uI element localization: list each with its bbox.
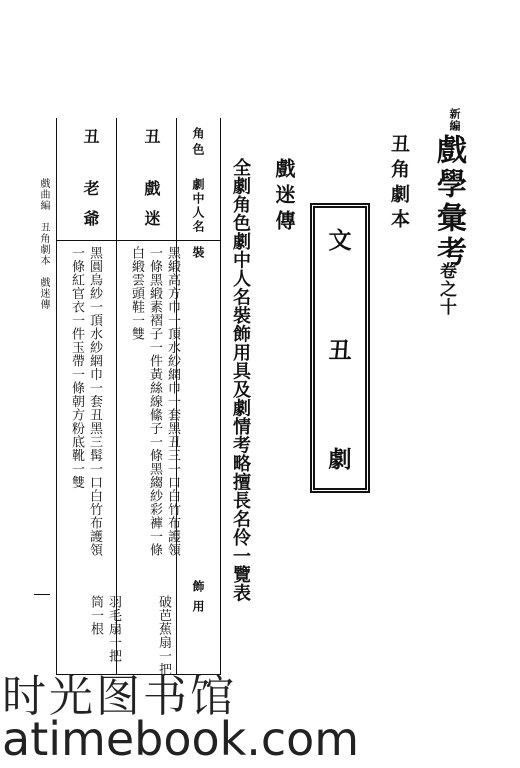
row-character-name: 戲迷 xyxy=(142,180,161,240)
header-props: 飾用 xyxy=(191,580,205,620)
title-char: 丑 xyxy=(328,336,352,364)
header-costume: 裝 xyxy=(191,246,205,262)
section-title-box xyxy=(310,203,370,493)
play-name: 戲迷傳 xyxy=(272,158,296,236)
series-tag: 新編 xyxy=(448,108,461,132)
book-title: 戲學彙考 xyxy=(431,134,466,270)
volume-label: 卷之十 xyxy=(436,262,456,316)
title-char: 劇 xyxy=(328,446,352,473)
title-char: 文 xyxy=(328,227,352,254)
row-props-text: 破芭蕉扇一把 xyxy=(156,595,171,676)
running-head: 戲曲編 丑角劇本 戲迷傳 xyxy=(38,178,49,310)
row-role: 丑 xyxy=(81,128,100,144)
row-costume-text: 黑圓烏紗一頂水紗網巾一套丑黑三髯一口白竹布護領 一條紅官衣一件玉帶一條朝方粉底靴一雙 xyxy=(69,246,102,557)
table-divider xyxy=(116,118,117,674)
row-props-text: 羽毛扇一把 筒一根 xyxy=(88,595,121,663)
table-title: 全劇角色劇中人名裝飾用具及劇情考略擅長名伶一覽表 xyxy=(230,158,251,602)
section-subtitle: 丑角劇本 xyxy=(388,134,410,234)
header-role: 角色 xyxy=(191,127,205,159)
watermark-url: atimebook.com xyxy=(2,712,360,766)
row-role: 丑 xyxy=(142,128,161,144)
watermark-chinese: 时光图书馆 xyxy=(2,671,237,722)
row-costume-text: 黑緞高方巾一頂水紗網巾一套黑丑三一口白竹布護領 一條黑緞素褶子一件黃絲線絛子一條黑縐紗彩褲一條 白緞雲頭鞋一雙 xyxy=(129,246,180,557)
table-divider xyxy=(56,240,220,241)
page-mark xyxy=(34,594,50,595)
table-divider xyxy=(56,118,57,674)
row-character-name: 老爺 xyxy=(81,180,100,240)
header-character-name: 劇中人名 xyxy=(191,178,205,234)
